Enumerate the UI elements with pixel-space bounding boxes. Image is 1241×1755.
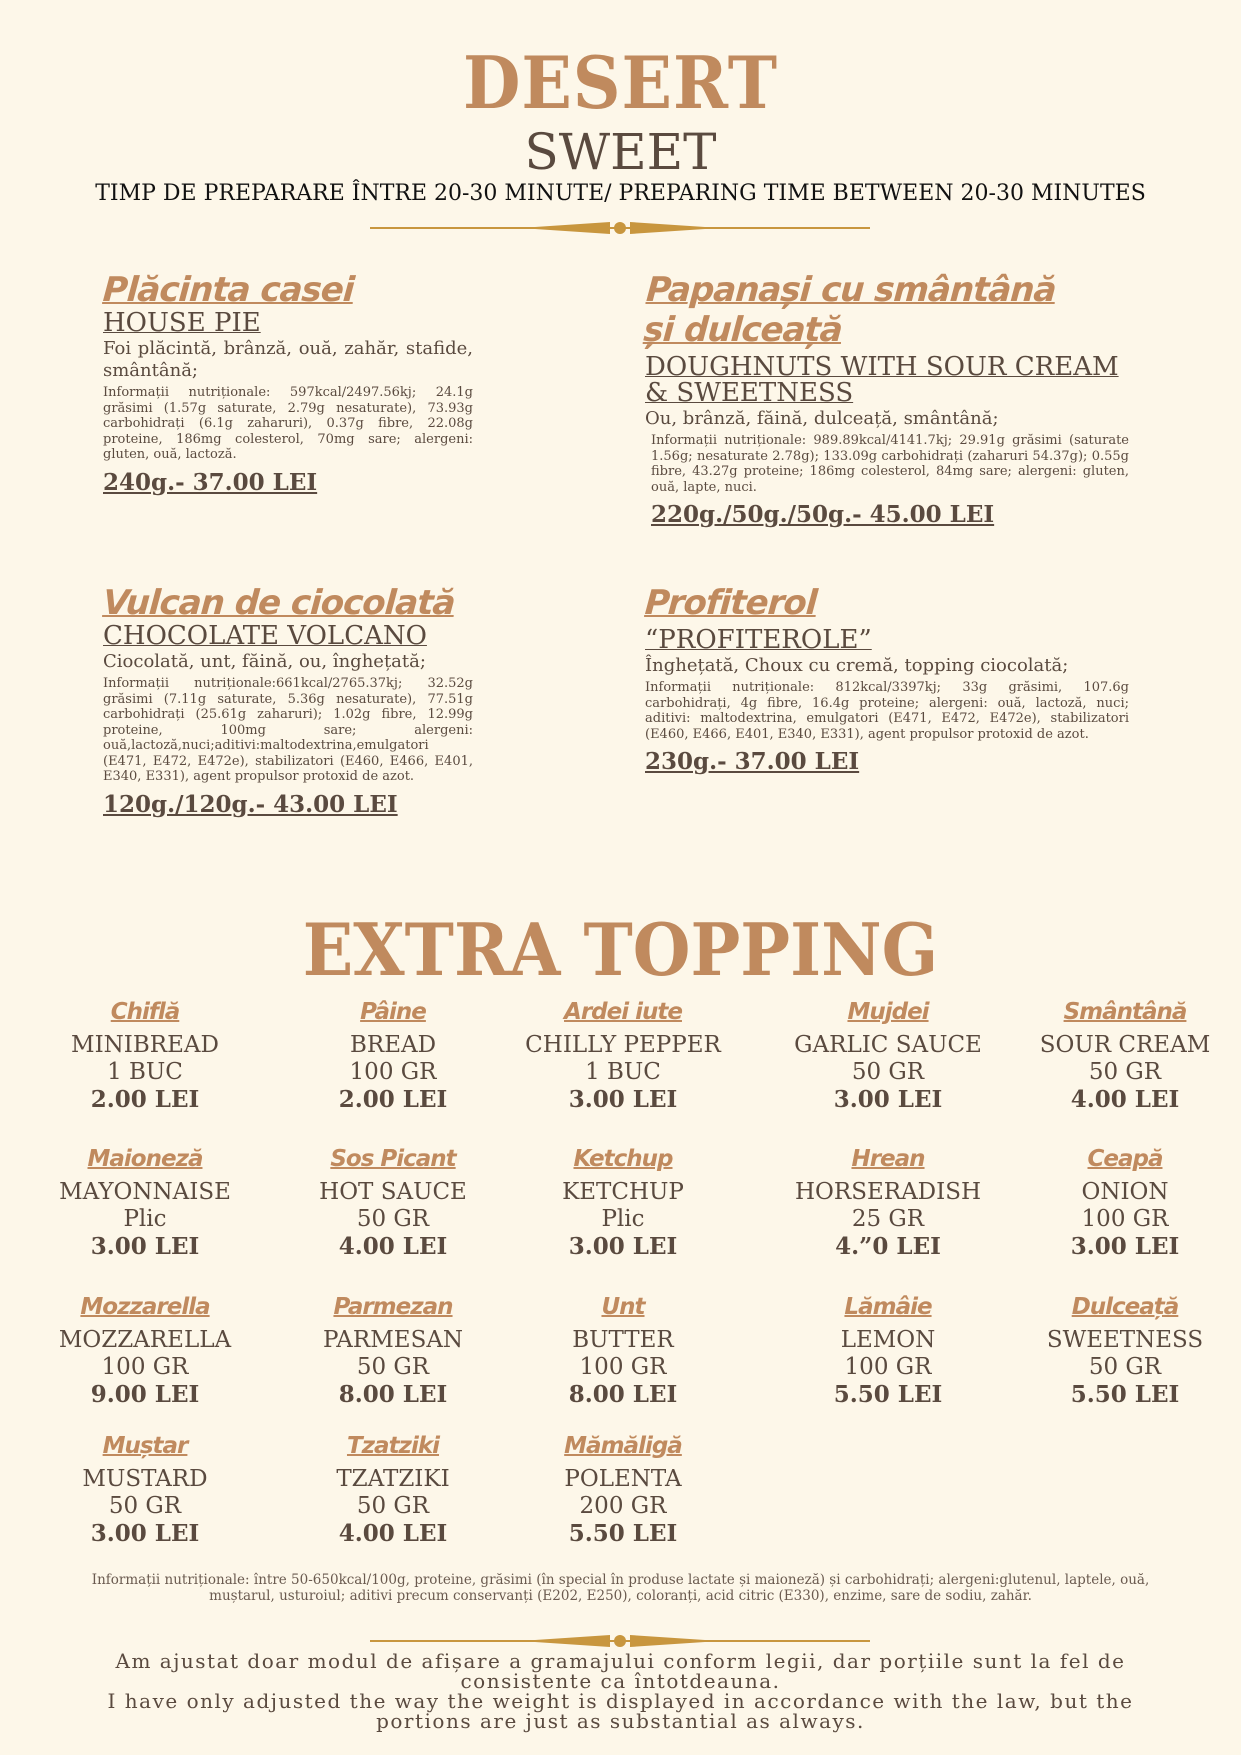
dessert-ingredients: Ou, brânză, făină, dulceață, smântână; [645, 408, 999, 429]
topping-price: 8.00 LEI [568, 1381, 678, 1408]
topping-name-en: BREAD [349, 1032, 437, 1058]
topping-item [773, 1293, 1003, 1408]
topping-price: 4.00 LEI [338, 1520, 448, 1547]
topping-name-ro: Lămâie [844, 1294, 932, 1320]
dessert-nutrition: Informații nutriționale: 597kcal/2497.56kj; 24.1g grăsimi (1.57g saturate, 2.79g nesaturate), 73.93g carbohidrați (6.1g zaharuri), 0.37g fibre, 22.08g proteine, 186mg colesterol, 70mg sare; alergeni: gluten, ouă, lactoză. [103, 385, 473, 462]
dessert-item [103, 583, 473, 818]
page-subtitle: SWEET [524, 123, 717, 181]
topping-name-en: CHILLY PEPPER [525, 1032, 721, 1058]
topping-price: 3.00 LEI [90, 1520, 200, 1547]
topping-name-en: PARMESAN [322, 1327, 464, 1353]
topping-name-en: MAYONNAISE [59, 1179, 231, 1205]
topping-name-ro: Mozzarella [80, 1294, 210, 1320]
topping-quantity: 100 GR [349, 1059, 437, 1085]
topping-item [1010, 1145, 1240, 1260]
topping-item [1010, 1293, 1240, 1408]
dessert-name-ro: Profiterol [643, 583, 818, 623]
topping-item [278, 1293, 508, 1408]
topping-name-ro: Chiflă [110, 999, 180, 1025]
dessert-price: 120g./120g.- 43.00 LEI [103, 790, 398, 818]
topping-name-en: GARLIC SAUCE [794, 1032, 982, 1058]
topping-item [508, 1432, 738, 1547]
topping-name-ro: Pâine [360, 999, 426, 1025]
topping-name-ro: Maioneză [87, 1146, 203, 1172]
topping-item [1010, 998, 1240, 1113]
dessert-name-en: CHOCOLATE VOLCANO [103, 621, 427, 651]
topping-name-ro: Mujdei [847, 999, 929, 1025]
topping-quantity: 100 GR [844, 1354, 932, 1380]
topping-name-ro: Smântână [1063, 999, 1187, 1025]
dessert-nutrition: Informații nutriționale: 989.89kcal/4141.7kj; 29.91g grăsimi (saturate 1.56g; nesaturate 2.78g); 133.09g carbohidrați (zaharuri 54.37g); 0.55g fibre, 43.27g proteine; 186mg colesterol, 84mg sare; alergeni: gluten, ouă, lapte, nuci. [651, 433, 1129, 495]
topping-price: 3.00 LEI [1070, 1233, 1180, 1260]
topping-price: 9.00 LEI [90, 1381, 200, 1408]
topping-price: 5.50 LEI [568, 1520, 678, 1547]
weight-notice-en: I have only adjusted the way the weight is displayed in accordance with the law, but the portions are just as substantial as always. [107, 1689, 1134, 1733]
topping-price: 2.00 LEI [338, 1086, 448, 1113]
topping-quantity: 200 GR [579, 1493, 667, 1519]
topping-item [278, 1432, 508, 1547]
topping-name-en: MINIBREAD [71, 1032, 219, 1058]
topping-quantity: Plic [601, 1206, 645, 1232]
topping-item [508, 998, 738, 1113]
dessert-item [103, 270, 473, 496]
dessert-price: 220g./50g./50g.- 45.00 LEI [651, 501, 995, 528]
topping-name-ro: Parmezan [333, 1294, 453, 1320]
topping-price: 4.”0 LEI [835, 1233, 941, 1260]
topping-quantity: 1 BUC [585, 1059, 661, 1085]
dessert-name-en: DOUGHNUTS WITH SOUR CREAM & SWEETNESS [645, 352, 1119, 408]
topping-name-ro: Ketchup [573, 1146, 673, 1172]
topping-name-en: POLENTA [564, 1466, 682, 1492]
weight-notice-ro: Am ajustat doar modul de afișare a gramajului conform legii, dar porțiile sunt la fel de consistente ca întotdeauna. [115, 1649, 1126, 1693]
topping-item [278, 1145, 508, 1260]
topping-name-ro: Sos Picant [330, 1146, 456, 1172]
topping-name-ro: Muștar [102, 1433, 188, 1459]
weight-notice [100, 1651, 1141, 1731]
topping-item [30, 1145, 260, 1260]
topping-quantity: 1 BUC [107, 1059, 183, 1085]
dessert-item [645, 583, 1129, 775]
dessert-name-ro: Plăcinta casei [101, 270, 356, 310]
topping-item [508, 1145, 738, 1260]
topping-quantity: 50 GR [851, 1059, 925, 1085]
extra-topping-title: EXTRA TOPPING [302, 907, 939, 992]
dessert-name-ro: Papanași cu smântână și dulceață [642, 270, 1058, 350]
topping-quantity: 50 GR [356, 1493, 430, 1519]
topping-name-en: HORSERADISH [794, 1179, 982, 1205]
dessert-nutrition: Informații nutriționale:661kcal/2765.37kj; 32.52g grăsimi (7.11g saturate, 5.36g nesaturate), 77.51g carbohidrați (25.61g zaharuri); 1.02g fibre, 12.99g proteine, 100mg sare; alergeni: ouă,lactoză,nuci;aditivi:maltodextrina,emulgatori (E471, E472, E472e), stabilizatori (E460, E466, E401, E340, E331), agent propulsor protoxid de azot. [103, 676, 473, 784]
topping-name-en: KETCHUP [562, 1179, 684, 1205]
topping-name-en: LEMON [840, 1327, 936, 1353]
topping-price: 3.00 LEI [833, 1086, 943, 1113]
topping-name-en: SOUR CREAM [1039, 1032, 1211, 1058]
topping-item [30, 1293, 260, 1408]
dessert-price: 240g.- 37.00 LEI [103, 468, 318, 496]
allergen-footnote: Informații nutriționale: între 50-650kcal/100g, proteine, grăsimi (în special în produse lactate și maioneză) și carbohidrați; alergeni:glutenul, laptele, ouă, muștarul, usturoiul; aditivi precum conservanți (E202, E250), coloranți, acid citric (E330), enzime, sare de sodiu, zahăr. [91, 1572, 1150, 1604]
topping-name-ro: Tzatziki [346, 1433, 440, 1459]
topping-item [30, 998, 260, 1113]
topping-quantity: 100 GR [579, 1354, 667, 1380]
topping-item [508, 1293, 738, 1408]
topping-name-en: MOZZARELLA [58, 1327, 232, 1353]
topping-quantity: 25 GR [851, 1206, 925, 1232]
topping-quantity: 100 GR [1081, 1206, 1169, 1232]
topping-name-ro: Ceapă [1087, 1146, 1163, 1172]
prep-time-note: TIMP DE PREPARARE ÎNTRE 20-30 MINUTE/ PREPARING TIME BETWEEN 20-30 MINUTES [95, 181, 1146, 206]
topping-item [30, 1432, 260, 1547]
topping-name-en: HOT SAUCE [319, 1179, 467, 1205]
topping-quantity: Plic [123, 1206, 167, 1232]
topping-item [773, 1145, 1003, 1260]
page-title: DESERT [463, 40, 778, 125]
divider-ornament [370, 1631, 870, 1651]
topping-price: 5.50 LEI [833, 1381, 943, 1408]
topping-name-en: SWEETNESS [1046, 1327, 1204, 1353]
topping-price: 3.00 LEI [568, 1086, 678, 1113]
dessert-nutrition: Informații nutriționale: 812kcal/3397kj; 33g grăsimi, 107.6g carbohidrați, 4g fibre, 16.4g proteine; alergeni: ouă, lactoză, nuci; aditivi: maltodextrina, emulgatori (E471, E472, E472e), stabilizatori (E460, E466, E401, E340, E331), agent propulsor protoxid de azot. [645, 680, 1129, 742]
dessert-ingredients: Înghețată, Choux cu cremă, topping ciocolată; [645, 655, 1069, 676]
dessert-item [642, 270, 1129, 528]
topping-name-ro: Ardei iute [564, 999, 682, 1025]
dessert-name-en: “PROFITEROLE” [645, 625, 872, 655]
topping-name-en: BUTTER [572, 1327, 674, 1353]
topping-name-en: ONION [1081, 1179, 1169, 1205]
topping-quantity: 100 GR [101, 1354, 189, 1380]
topping-name-ro: Unt [601, 1294, 645, 1320]
topping-item [773, 998, 1003, 1113]
topping-price: 8.00 LEI [338, 1381, 448, 1408]
topping-name-ro: Hrean [851, 1146, 925, 1172]
topping-price: 4.00 LEI [338, 1233, 448, 1260]
topping-quantity: 50 GR [356, 1206, 430, 1232]
topping-quantity: 50 GR [108, 1493, 182, 1519]
topping-name-ro: Mămăligă [564, 1433, 682, 1459]
topping-price: 2.00 LEI [90, 1086, 200, 1113]
topping-item [278, 998, 508, 1113]
dessert-ingredients: Ciocolată, unt, făină, ou, înghețată; [103, 651, 426, 672]
dessert-name-ro: Vulcan de ciocolată [101, 583, 456, 623]
topping-quantity: 50 GR [356, 1354, 430, 1380]
dessert-price: 230g.- 37.00 LEI [645, 748, 860, 775]
topping-price: 3.00 LEI [568, 1233, 678, 1260]
topping-price: 5.50 LEI [1070, 1381, 1180, 1408]
topping-price: 4.00 LEI [1070, 1086, 1180, 1113]
topping-quantity: 50 GR [1088, 1059, 1162, 1085]
topping-name-en: TZATZIKI [336, 1466, 450, 1492]
dessert-ingredients: Foi plăcintă, brânză, ouă, zahăr, stafide, smântână; [103, 338, 473, 381]
topping-price: 3.00 LEI [90, 1233, 200, 1260]
topping-name-ro: Dulceață [1071, 1294, 1179, 1320]
topping-quantity: 50 GR [1088, 1354, 1162, 1380]
topping-name-en: MUSTARD [82, 1466, 208, 1492]
divider-ornament [370, 218, 870, 238]
dessert-name-en: HOUSE PIE [103, 308, 261, 338]
